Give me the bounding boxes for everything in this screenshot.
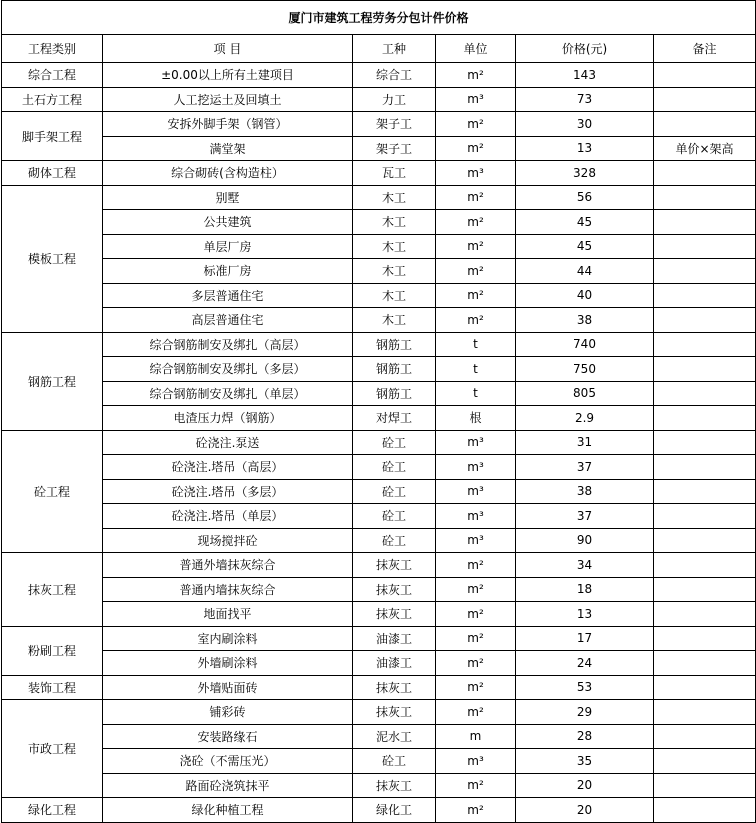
unit-cell: m³ (436, 455, 516, 480)
item-cell: 综合砌砖(含构造柱） (103, 161, 353, 186)
price-cell: 740 (516, 332, 654, 357)
price-cell: 328 (516, 161, 654, 186)
unit-cell: m² (436, 259, 516, 284)
unit-cell: m² (436, 112, 516, 137)
unit-cell: m (436, 724, 516, 749)
table-row (2, 234, 756, 259)
price-cell: 143 (516, 63, 654, 88)
note-cell (654, 332, 756, 357)
item-cell: 地面找平 (103, 602, 353, 627)
note-cell: 单价×架高 (654, 136, 756, 161)
unit-cell: m³ (436, 479, 516, 504)
unit-cell: 根 (436, 406, 516, 431)
price-cell: 45 (516, 210, 654, 235)
unit-cell: m² (436, 283, 516, 308)
category-cell: 钢筋工程 (2, 332, 103, 430)
item-cell: 别墅 (103, 185, 353, 210)
trade-cell: 油漆工 (353, 626, 436, 651)
price-cell: 28 (516, 724, 654, 749)
price-cell: 750 (516, 357, 654, 382)
header-price: 价格(元) (516, 35, 654, 63)
note-cell (654, 455, 756, 480)
trade-cell: 抹灰工 (353, 577, 436, 602)
table-row (2, 406, 756, 431)
table-row (2, 87, 756, 112)
category-cell: 脚手架工程 (2, 112, 103, 161)
note-cell (654, 528, 756, 553)
header-item: 项 目 (103, 35, 353, 63)
unit-cell: m² (436, 185, 516, 210)
unit-cell: m² (436, 626, 516, 651)
category-cell: 土石方工程 (2, 87, 103, 112)
trade-cell: 砼工 (353, 749, 436, 774)
unit-cell: m³ (436, 87, 516, 112)
table-row (2, 381, 756, 406)
price-cell: 56 (516, 185, 654, 210)
unit-cell: m² (436, 210, 516, 235)
unit-cell: m² (436, 798, 516, 823)
table-row (2, 749, 756, 774)
unit-cell: m³ (436, 528, 516, 553)
note-cell (654, 161, 756, 186)
trade-cell: 抹灰工 (353, 602, 436, 627)
unit-cell: t (436, 332, 516, 357)
item-cell: 标准厂房 (103, 259, 353, 284)
category-cell: 抹灰工程 (2, 553, 103, 627)
price-cell: 90 (516, 528, 654, 553)
item-cell: 高层普通住宅 (103, 308, 353, 333)
price-cell: 13 (516, 136, 654, 161)
unit-cell: m³ (436, 749, 516, 774)
note-cell (654, 553, 756, 578)
note-cell (654, 724, 756, 749)
item-cell: 普通外墙抹灰综合 (103, 553, 353, 578)
trade-cell: 架子工 (353, 136, 436, 161)
table-row (2, 626, 756, 651)
price-cell: 31 (516, 430, 654, 455)
item-cell: 砼浇注.塔吊（多层） (103, 479, 353, 504)
item-cell: 浇砼（不需压光） (103, 749, 353, 774)
table-row (2, 700, 756, 725)
price-cell: 38 (516, 479, 654, 504)
trade-cell: 砼工 (353, 455, 436, 480)
unit-cell: m² (436, 675, 516, 700)
table-row (2, 283, 756, 308)
trade-cell: 砼工 (353, 430, 436, 455)
table-row (2, 724, 756, 749)
note-cell (654, 112, 756, 137)
item-cell: 绿化种植工程 (103, 798, 353, 823)
note-cell (654, 479, 756, 504)
price-cell: 53 (516, 675, 654, 700)
item-cell: 电渣压力焊（钢筋） (103, 406, 353, 431)
header-unit: 单位 (436, 35, 516, 63)
trade-cell: 木工 (353, 283, 436, 308)
table-row (2, 210, 756, 235)
note-cell (654, 504, 756, 529)
note-cell (654, 651, 756, 676)
price-cell: 18 (516, 577, 654, 602)
unit-cell: m² (436, 577, 516, 602)
trade-cell: 油漆工 (353, 651, 436, 676)
item-cell: 单层厂房 (103, 234, 353, 259)
unit-cell: m² (436, 553, 516, 578)
note-cell (654, 87, 756, 112)
note-cell (654, 210, 756, 235)
category-cell: 砌体工程 (2, 161, 103, 186)
unit-cell: m² (436, 136, 516, 161)
trade-cell: 木工 (353, 259, 436, 284)
item-cell: 综合钢筋制安及绑扎（多层） (103, 357, 353, 382)
trade-cell: 架子工 (353, 112, 436, 137)
item-cell: 砼浇注.塔吊（高层） (103, 455, 353, 480)
item-cell: 砼浇注.泵送 (103, 430, 353, 455)
trade-cell: 砼工 (353, 479, 436, 504)
unit-cell: m² (436, 651, 516, 676)
trade-cell: 钢筋工 (353, 332, 436, 357)
trade-cell: 砼工 (353, 504, 436, 529)
item-cell: 外墙刷涂料 (103, 651, 353, 676)
trade-cell: 砼工 (353, 528, 436, 553)
item-cell: 普通内墙抹灰综合 (103, 577, 353, 602)
table-row (2, 577, 756, 602)
price-cell: 38 (516, 308, 654, 333)
trade-cell: 木工 (353, 185, 436, 210)
table-row (2, 798, 756, 823)
header-note: 备注 (654, 35, 756, 63)
note-cell (654, 798, 756, 823)
note-cell (654, 381, 756, 406)
trade-cell: 泥水工 (353, 724, 436, 749)
trade-cell: 绿化工 (353, 798, 436, 823)
trade-cell: 木工 (353, 308, 436, 333)
price-cell: 805 (516, 381, 654, 406)
table-row (2, 259, 756, 284)
table-row (2, 332, 756, 357)
unit-cell: m³ (436, 504, 516, 529)
price-cell: 30 (516, 112, 654, 137)
category-cell: 粉刷工程 (2, 626, 103, 675)
table-row (2, 308, 756, 333)
header-category: 工程类别 (2, 35, 103, 63)
item-cell: 综合钢筋制安及绑扎（高层） (103, 332, 353, 357)
trade-cell: 木工 (353, 234, 436, 259)
table-row (2, 602, 756, 627)
title-row (2, 1, 756, 35)
price-cell: 29 (516, 700, 654, 725)
note-cell (654, 259, 756, 284)
price-cell: 13 (516, 602, 654, 627)
note-cell (654, 357, 756, 382)
price-cell: 35 (516, 749, 654, 774)
unit-cell: m³ (436, 430, 516, 455)
price-cell: 44 (516, 259, 654, 284)
price-cell: 20 (516, 798, 654, 823)
item-cell: 路面砼浇筑抹平 (103, 773, 353, 798)
table-row (2, 185, 756, 210)
trade-cell: 抹灰工 (353, 773, 436, 798)
table-row (2, 455, 756, 480)
note-cell (654, 773, 756, 798)
category-cell: 市政工程 (2, 700, 103, 798)
category-cell: 砼工程 (2, 430, 103, 553)
price-cell: 24 (516, 651, 654, 676)
item-cell: 人工挖运土及回填土 (103, 87, 353, 112)
table-row (2, 63, 756, 88)
price-cell: 73 (516, 87, 654, 112)
table-title: 厦门市建筑工程劳务分包计件价格 (2, 1, 756, 35)
item-cell: ±0.00以上所有土建项目 (103, 63, 353, 88)
price-cell: 2.9 (516, 406, 654, 431)
note-cell (654, 626, 756, 651)
unit-cell: m² (436, 63, 516, 88)
trade-cell: 力工 (353, 87, 436, 112)
price-cell: 40 (516, 283, 654, 308)
note-cell (654, 185, 756, 210)
table-row (2, 553, 756, 578)
unit-cell: m³ (436, 161, 516, 186)
price-cell: 34 (516, 553, 654, 578)
category-cell: 绿化工程 (2, 798, 103, 823)
note-cell (654, 749, 756, 774)
trade-cell: 抹灰工 (353, 675, 436, 700)
header-trade: 工种 (353, 35, 436, 63)
price-cell: 37 (516, 455, 654, 480)
table-row (2, 161, 756, 186)
table-row (2, 528, 756, 553)
trade-cell: 瓦工 (353, 161, 436, 186)
table-row (2, 504, 756, 529)
note-cell (654, 283, 756, 308)
trade-cell: 木工 (353, 210, 436, 235)
table-row (2, 136, 756, 161)
item-cell: 多层普通住宅 (103, 283, 353, 308)
category-cell: 模板工程 (2, 185, 103, 332)
unit-cell: m² (436, 700, 516, 725)
trade-cell: 综合工 (353, 63, 436, 88)
note-cell (654, 63, 756, 88)
category-cell: 综合工程 (2, 63, 103, 88)
unit-cell: m² (436, 602, 516, 627)
table-row (2, 651, 756, 676)
trade-cell: 抹灰工 (353, 700, 436, 725)
unit-cell: m² (436, 773, 516, 798)
table-row (2, 773, 756, 798)
trade-cell: 对焊工 (353, 406, 436, 431)
header-row (2, 35, 756, 63)
unit-cell: m² (436, 234, 516, 259)
note-cell (654, 577, 756, 602)
table-row (2, 430, 756, 455)
note-cell (654, 406, 756, 431)
item-cell: 公共建筑 (103, 210, 353, 235)
item-cell: 满堂架 (103, 136, 353, 161)
item-cell: 安装路缘石 (103, 724, 353, 749)
price-table (1, 0, 756, 823)
unit-cell: m² (436, 308, 516, 333)
note-cell (654, 602, 756, 627)
item-cell: 砼浇注.塔吊（单层） (103, 504, 353, 529)
item-cell: 现场搅拌砼 (103, 528, 353, 553)
item-cell: 安拆外脚手架（钢管） (103, 112, 353, 137)
unit-cell: t (436, 357, 516, 382)
item-cell: 综合钢筋制安及绑扎（单层） (103, 381, 353, 406)
item-cell: 室内刷涂料 (103, 626, 353, 651)
category-cell: 装饰工程 (2, 675, 103, 700)
note-cell (654, 308, 756, 333)
trade-cell: 钢筋工 (353, 381, 436, 406)
note-cell (654, 430, 756, 455)
trade-cell: 钢筋工 (353, 357, 436, 382)
price-cell: 45 (516, 234, 654, 259)
item-cell: 铺彩砖 (103, 700, 353, 725)
trade-cell: 抹灰工 (353, 553, 436, 578)
price-cell: 20 (516, 773, 654, 798)
table-row (2, 357, 756, 382)
table-row (2, 675, 756, 700)
note-cell (654, 234, 756, 259)
table-row (2, 112, 756, 137)
table-row (2, 479, 756, 504)
price-cell: 37 (516, 504, 654, 529)
note-cell (654, 700, 756, 725)
price-cell: 17 (516, 626, 654, 651)
item-cell: 外墙贴面砖 (103, 675, 353, 700)
note-cell (654, 675, 756, 700)
unit-cell: t (436, 381, 516, 406)
